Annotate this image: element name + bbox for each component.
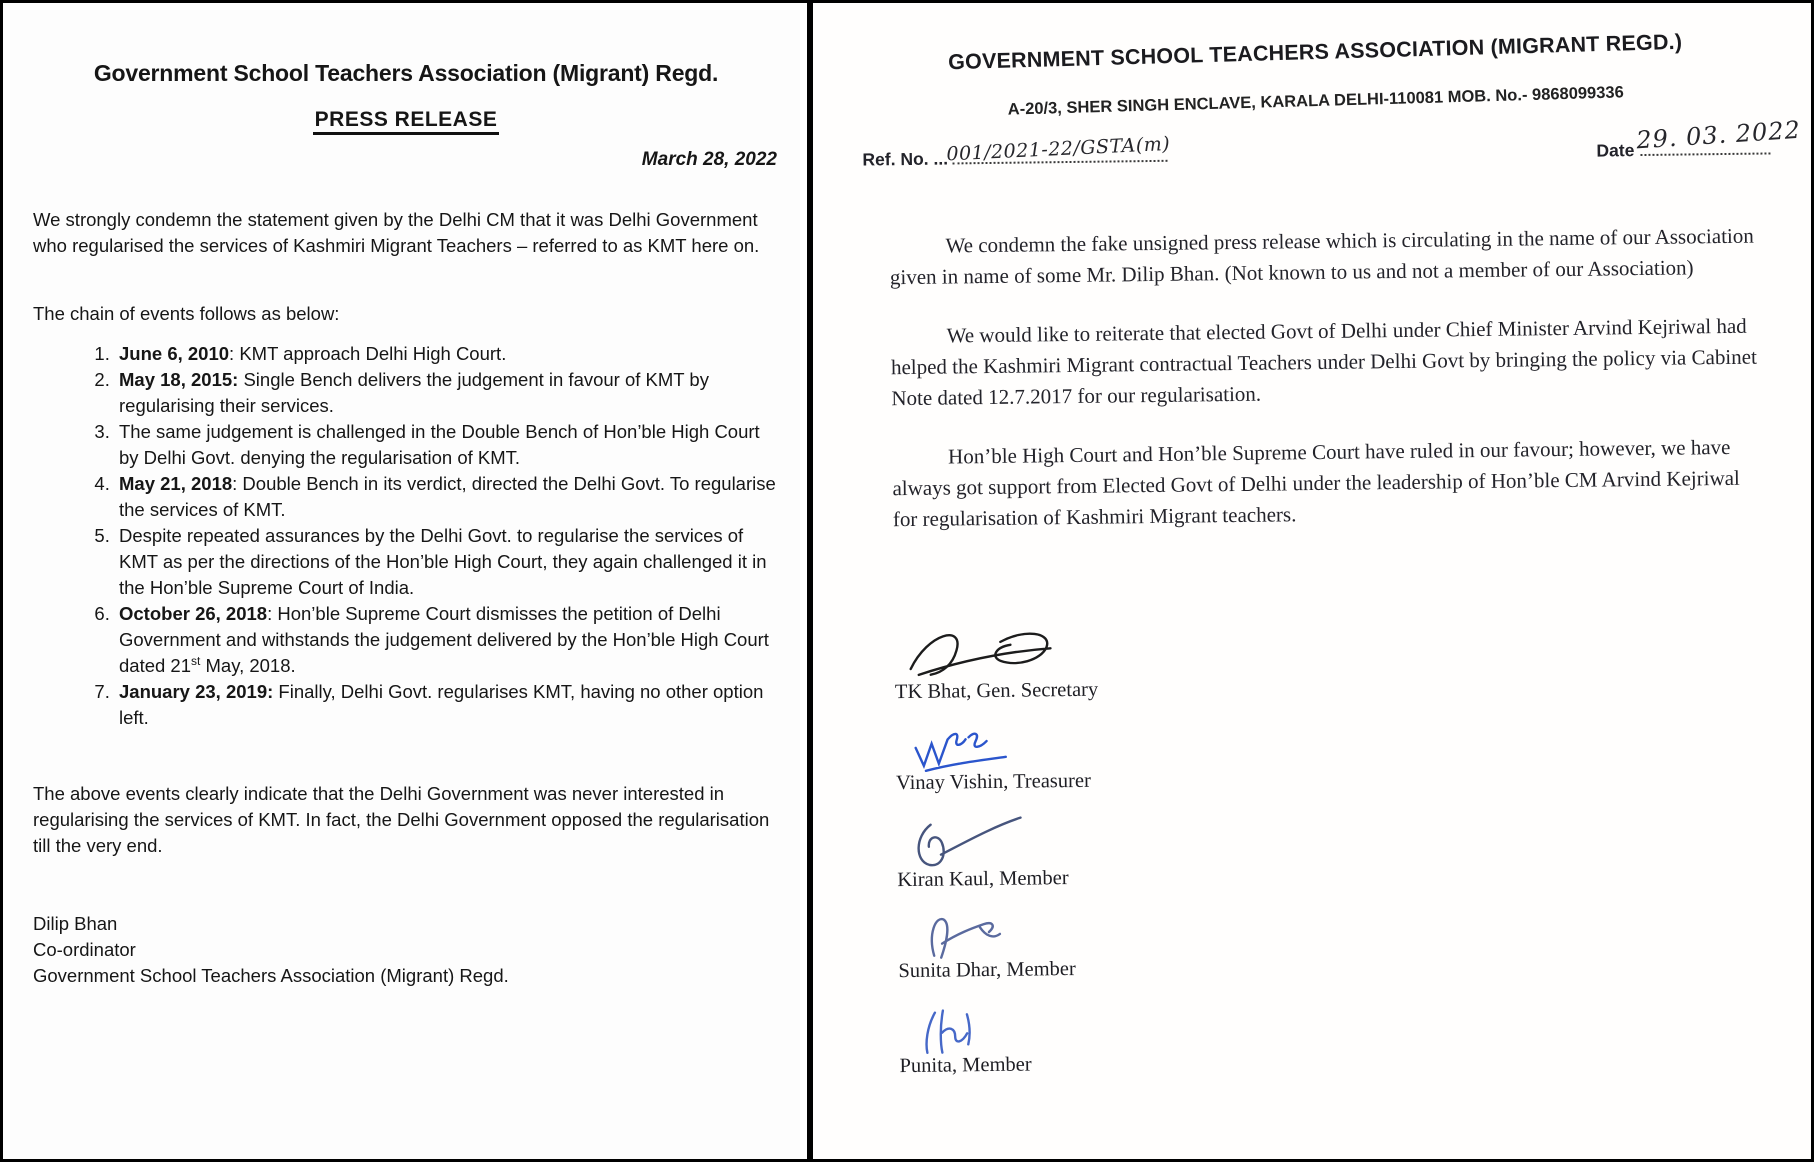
- press-release-intro: We strongly condemn the statement given by the Delhi CM that it was Delhi Government who regularised the services of Kashmiri Migrant Teachers – referred to as KMT here on.: [33, 209, 760, 256]
- ref-date-row: [862, 115, 1802, 175]
- event-item: 3. The same judgement is challenged in the Double Bench of Hon’ble High Court by Delhi Govt. denying the regularisation of KMT.: [115, 419, 779, 471]
- ref-number: [862, 132, 1171, 176]
- letter-paragraph: We would like to reiterate that elected Govt of Delhi under Chief Minister Arvind Kejriwal had helped the Kashmiri Migrant contractual Teachers under Delhi Govt by bringing the policy via Cabinet Note dated 12.7.2017 for our regularisation.: [890, 313, 1757, 411]
- signature-block: [895, 711, 1780, 799]
- ref-dotted-line: [945, 132, 1171, 166]
- letter-org-address: A-20/3, SHER SINGH ENCLAVE, KARALA DELHI-110081 MOB. No.- 9868099336: [1007, 83, 1624, 119]
- letter-body: [861, 194, 1777, 535]
- letter-org-title: GOVERNMENT SCHOOL TEACHERS ASSOCIATION (MIGRANT REGD.): [947, 29, 1683, 75]
- rebuttal-letter-page: [813, 3, 1811, 1159]
- signoff-line: Government School Teachers Association (Migrant) Regd.: [33, 965, 509, 986]
- event-item: 5. Despite repeated assurances by the Delhi Govt. to regularise the services of KMT as per the directions of the Hon’ble High Court, they again challenged it in the Hon’ble Supreme Court of India.: [115, 523, 779, 601]
- signature-block: [896, 802, 1781, 896]
- press-release-page: [3, 3, 813, 1159]
- events-list: [33, 341, 779, 731]
- ref-handwritten-value: 001/2021-22/GSTA(m): [945, 132, 1171, 166]
- signatory-name-label: Sunita Dhar, Member: [898, 957, 1076, 983]
- press-release-org-title: Government School Teachers Association (Migrant) Regd.: [93, 60, 719, 86]
- date-dotted-line: [1635, 115, 1802, 156]
- press-release-signoff: [33, 911, 779, 989]
- signature-block: [899, 990, 1784, 1082]
- signoff-line: Co-ordinator: [33, 939, 136, 960]
- signoff-line: Dilip Bhan: [33, 913, 118, 934]
- letter-paragraph: Hon’ble High Court and Hon’ble Supreme Court have ruled in our favour; however, we have always got support from Elected Govt of Delhi under the leadership of Hon’ble CM Arvind Kejriwal for regularisation of Kashmiri Migrant teachers.: [892, 434, 1740, 532]
- signature-image: [902, 812, 1033, 872]
- press-release-closing: The above events clearly indicate that the Delhi Government was never interested in regularising the services of KMT. In fact, the Delhi Government opposed the regularisation till the very end.: [33, 783, 770, 856]
- signature-image: [900, 621, 1071, 683]
- signature-block: [894, 612, 1779, 708]
- ref-label: Ref. No. ...: [862, 148, 949, 170]
- event-item: 2. May 18, 2015: Single Bench delivers the judgement in favour of KMT by regularising their services.: [115, 367, 779, 419]
- event-item: 7. January 23, 2019: Finally, Delhi Govt. regularises KMT, having no other option left.: [115, 679, 779, 731]
- signature-image: [905, 1000, 1006, 1057]
- event-item: 4. May 21, 2018: Double Bench in its verdict, directed the Delhi Govt. To regularise the services of KMT.: [115, 471, 779, 523]
- letter-paragraph: We condemn the fake unsigned press release which is circulating in the name of our Association given in name of some Mr. Dilip Bhan. (Not known to us and not a member of our Association): [889, 223, 1754, 290]
- press-release-heading: PRESS RELEASE: [33, 107, 779, 133]
- date-handwritten-value: 29. 03. 2022: [1635, 115, 1802, 155]
- signatory-name-label: Vinay Vishin, Treasurer: [895, 769, 1091, 795]
- date-label: Date: [1596, 140, 1635, 161]
- signatory-name-label: TK Bhat, Gen. Secretary: [894, 678, 1099, 704]
- letter-date: [1596, 115, 1802, 166]
- event-item: 1. June 6, 2010: KMT approach Delhi High Court.: [115, 341, 779, 367]
- signature-list: [865, 552, 1783, 1082]
- signature-block: [898, 899, 1783, 987]
- press-release-date: March 28, 2022: [641, 149, 777, 170]
- signatory-name-label: Punita, Member: [899, 1053, 1032, 1078]
- event-item: 6. October 26, 2018: Hon’ble Supreme Court dismisses the petition of Delhi Government and withstands the judgement delivered by the Hon’ble High Court dated 21st May, 2018.: [115, 601, 779, 679]
- signatory-name-label: Kiran Kaul, Member: [897, 867, 1069, 892]
- chain-of-events-label: The chain of events follows as below:: [33, 303, 340, 324]
